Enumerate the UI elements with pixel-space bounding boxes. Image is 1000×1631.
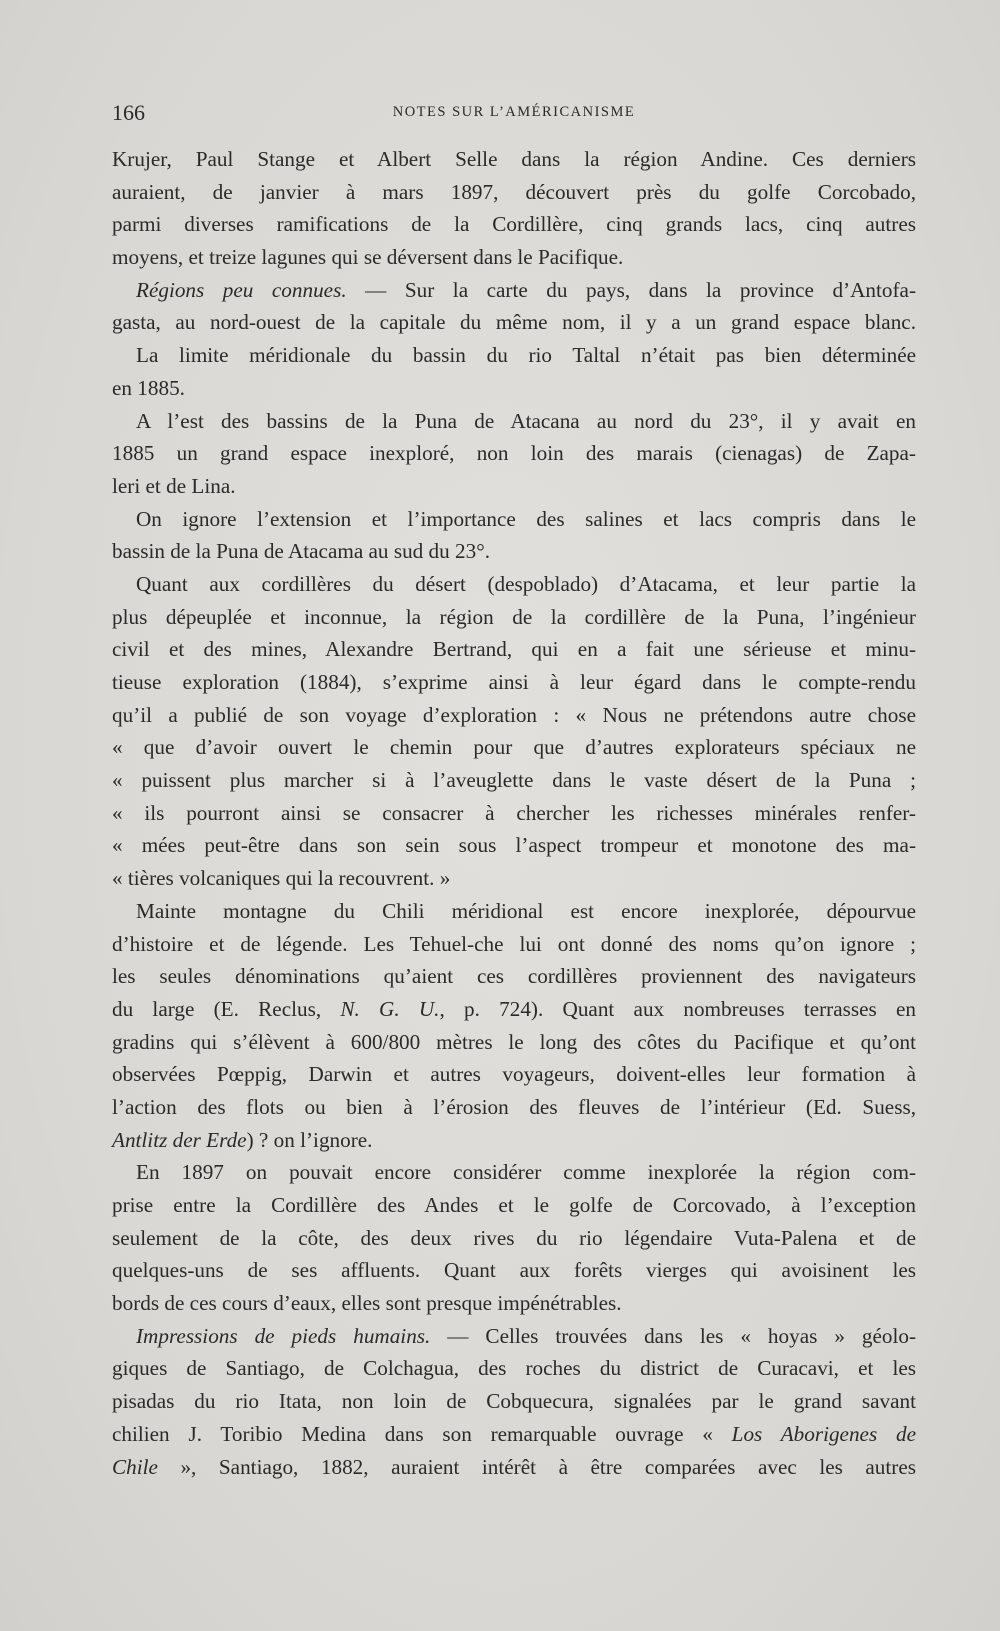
text-line [112, 274, 916, 307]
text-line [112, 1451, 916, 1484]
text-segment: civil et des mines, Alexandre Bertrand, qui en a fait une sérieuse et minu- [112, 637, 916, 662]
text-segment: — Sur la carte du pays, dans la province d’Antofa- [346, 277, 916, 302]
text-segment: tieuse exploration (1884), s’exprime ainsi à leur égard dans le compte-rendu [112, 670, 916, 694]
text-line [112, 1189, 916, 1222]
page-number: 166 [112, 100, 145, 125]
text-line [112, 1091, 916, 1124]
italic-text: Impressions de pieds humains. [136, 1323, 431, 1348]
italic-text: Antlitz der Erde [112, 1127, 247, 1152]
text-segment: plus dépeuplée et inconnue, la région de la cordillère de la Puna, l’ingénieur [112, 604, 916, 629]
text-line [112, 1026, 916, 1059]
text-segment: du large (E. Reclus, [112, 996, 341, 1021]
text-segment: moyens, et treize lagunes qui se déversent dans le Pacifique. [112, 245, 624, 270]
text-line [112, 1385, 916, 1418]
text-line [112, 1352, 916, 1385]
text-line [112, 306, 916, 339]
text-segment: « ils pourront ainsi se consacrer à chercher les richesses minérales renfer- [112, 800, 916, 825]
text-segment: giques de Santiago, de Colchagua, des roches du district de Curacavi, et les [112, 1356, 916, 1381]
text-segment: Krujer, Paul Stange et Albert Selle dans la région Andine. Ces derniers [112, 147, 916, 171]
text-line [112, 372, 916, 405]
text-line [112, 1124, 916, 1157]
text-line [112, 633, 916, 666]
text-segment: chilien J. Toribio Medina dans son remarquable ouvrage « [112, 1421, 732, 1446]
text-segment: pisadas du rio Itata, non loin de Cobquecura, signalées par le grand savant [112, 1389, 916, 1414]
text-line [112, 405, 916, 438]
text-line [112, 764, 916, 797]
text-line [112, 143, 916, 176]
text-line [112, 829, 916, 862]
text-segment: », Santiago, 1882, auraient intérêt à être comparées avec les autres [157, 1454, 916, 1479]
text-line [112, 568, 916, 601]
text-line [112, 437, 916, 470]
body-text [112, 143, 916, 1483]
text-segment: On ignore l’extension et l’importance des salines et lacs compris dans le [136, 506, 916, 531]
text-line [112, 503, 916, 536]
text-line [112, 797, 916, 830]
text-line [112, 241, 916, 274]
text-line [112, 601, 916, 634]
text-segment: seulement de la côte, des deux rives du rio légendaire Vuta-Palena et de [112, 1225, 916, 1250]
text-segment: gradins qui s’élèvent à 600/800 mètres le long des côtes du Pacifique et qu’ont [112, 1029, 916, 1054]
text-segment: , p. 724). Quant aux nombreuses terrasses en [439, 996, 917, 1021]
text-segment: auraient, de janvier à mars 1897, découvert près du golfe Corcobado, [112, 179, 916, 204]
text-segment: A l’est des bassins de la Puna de Atacana au nord du 23°, il y avait en [136, 408, 916, 433]
text-line [112, 895, 916, 928]
italic-text: Régions peu connues. [136, 277, 347, 302]
text-segment: prise entre la Cordillère des Andes et le golfe de Corcovado, à l’exception [112, 1193, 916, 1217]
text-segment: leri et de Lina. [112, 473, 236, 498]
text-line [112, 1058, 916, 1091]
text-segment: 1885 un grand espace inexploré, non loin des marais (cienagas) de Zapa- [112, 441, 916, 466]
italic-text: N. G. U. [340, 996, 440, 1021]
text-line [112, 1222, 916, 1255]
running-title: NOTES SUR L’AMÉRICANISME [392, 104, 636, 120]
text-line [112, 960, 916, 993]
page-header [112, 100, 916, 126]
text-segment: ) ? on l’ignore. [246, 1127, 373, 1152]
text-line [112, 470, 916, 503]
text-line [112, 1320, 916, 1353]
text-line [112, 339, 916, 372]
text-segment: gasta, au nord-ouest de la capitale du même nom, il y a un grand espace blanc. [112, 310, 916, 335]
text-segment: qu’il a publié de son voyage d’exploration : « Nous ne prétendons autre chose [112, 702, 916, 727]
text-segment: Quant aux cordillères du désert (despoblado) d’Atacama, et leur partie la [136, 571, 916, 596]
text-segment: « que d’avoir ouvert le chemin pour que d’autres explorateurs spéciaux ne [112, 735, 916, 760]
text-segment: bassin de la Puna de Atacama au sud du 23°. [112, 539, 490, 564]
text-line [112, 535, 916, 568]
text-line [112, 993, 916, 1026]
text-line [112, 208, 916, 241]
text-line [112, 731, 916, 764]
text-segment: d’histoire et de légende. Les Tehuel-che lui ont donné des noms qu’on ignore ; [112, 931, 916, 956]
text-segment: — Celles trouvées dans les « hoyas » géolo- [430, 1323, 916, 1348]
text-line [112, 862, 916, 895]
text-segment: quelques-uns de ses affluents. Quant aux forêts vierges qui avoisinent les [112, 1258, 916, 1283]
text-segment: bords de ces cours d’eaux, elles sont presque impénétrables. [112, 1291, 622, 1316]
text-segment: « puissent plus marcher si à l’aveuglette dans le vaste désert de la Puna ; [112, 768, 916, 793]
text-segment: La limite méridionale du bassin du rio Taltal n’était pas bien déterminée [136, 343, 916, 368]
text-segment: « tières volcaniques qui la recouvrent. » [112, 866, 451, 891]
text-line [112, 1254, 916, 1287]
text-line [112, 928, 916, 961]
text-segment: En 1897 on pouvait encore considérer comme inexplorée la région com- [136, 1160, 916, 1185]
text-segment: « mées peut-être dans son sein sous l’aspect trompeur et monotone des ma- [112, 833, 916, 858]
text-segment: les seules dénominations qu’aient ces cordillères proviennent des navigateurs [112, 964, 916, 989]
text-line [112, 1156, 916, 1189]
text-segment: observées Pœppig, Darwin et autres voyageurs, doivent-elles leur formation à [112, 1062, 916, 1087]
text-line [112, 699, 916, 732]
italic-text: Chile [112, 1454, 158, 1479]
text-line [112, 1287, 916, 1320]
text-line [112, 176, 916, 209]
text-segment: en 1885. [112, 375, 185, 400]
text-segment: parmi diverses ramifications de la Cordillère, cinq grands lacs, cinq autres [112, 212, 916, 237]
italic-text: Los Aborigenes de [731, 1421, 916, 1446]
text-segment: l’action des flots ou bien à l’érosion des fleuves de l’intérieur (Ed. Suess, [112, 1094, 916, 1119]
text-segment: Mainte montagne du Chili méridional est encore inexplorée, dépourvue [136, 898, 916, 923]
text-line [112, 666, 916, 699]
text-line [112, 1418, 916, 1451]
